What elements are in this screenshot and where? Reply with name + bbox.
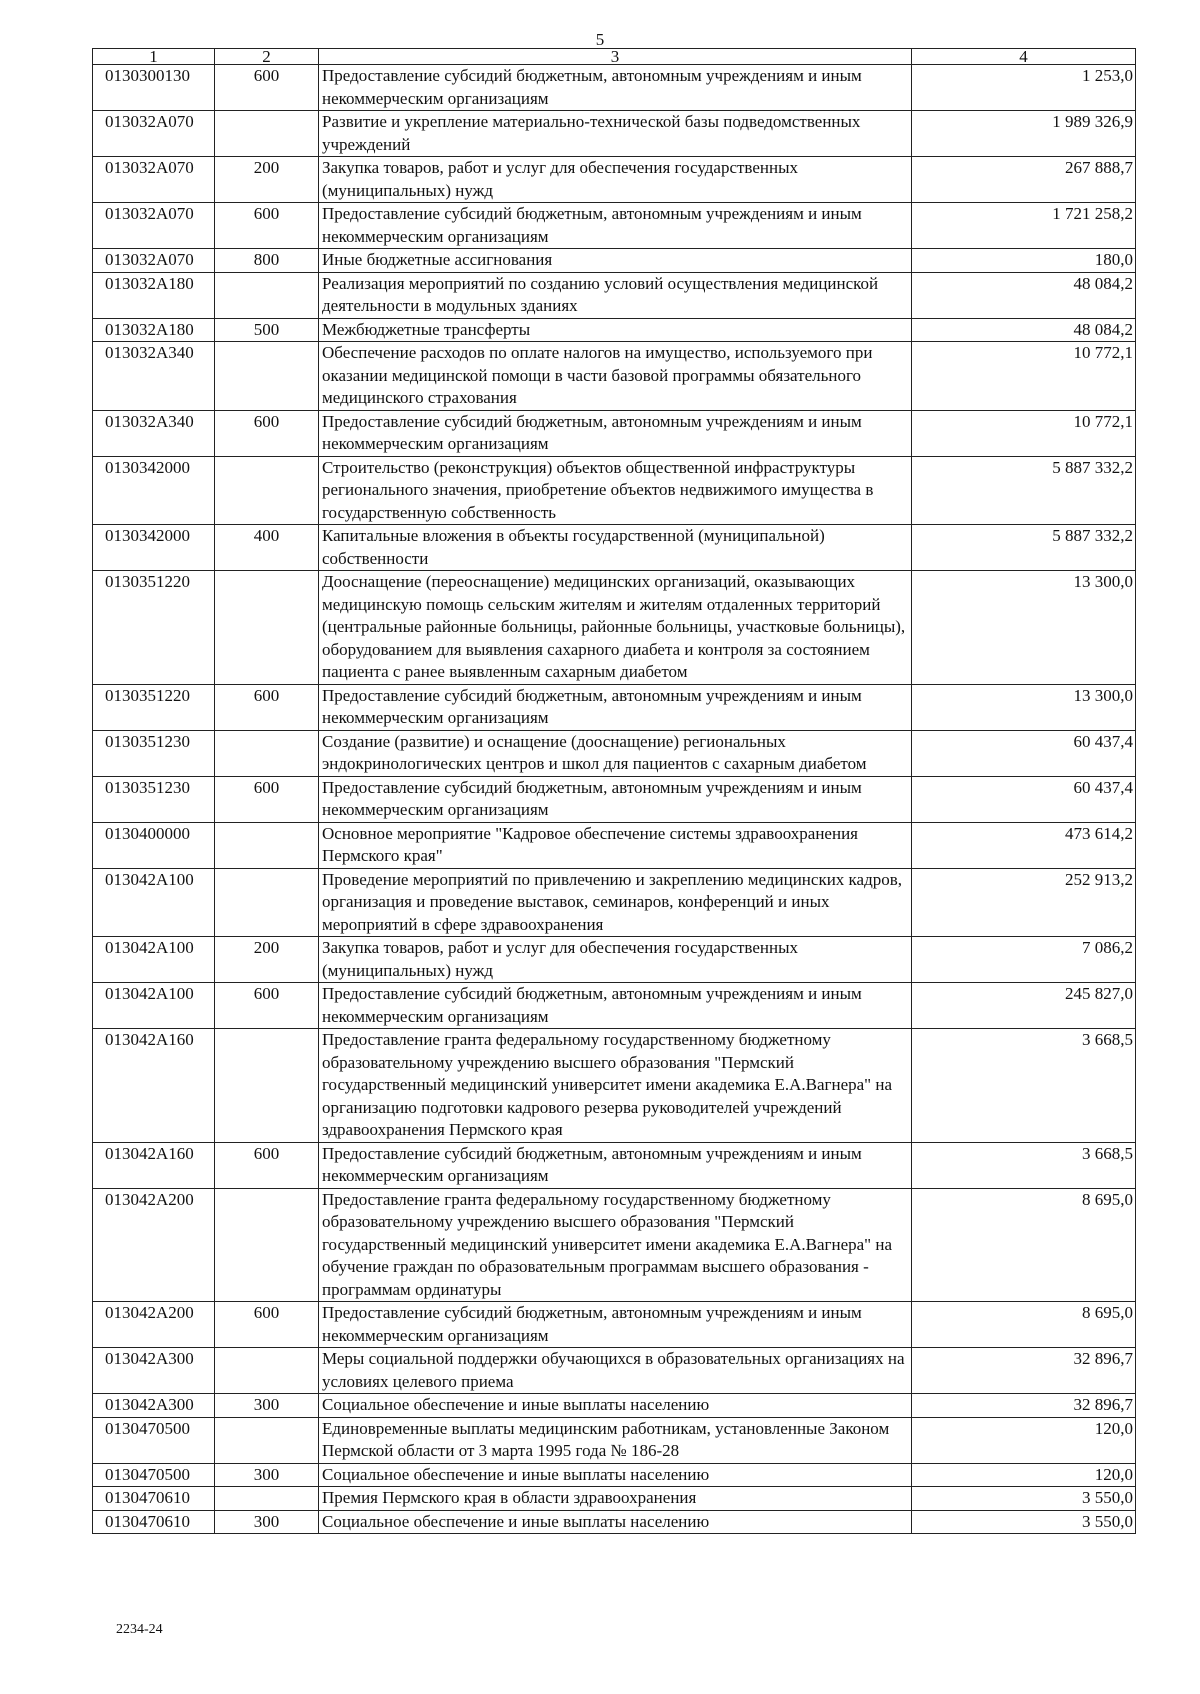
row-code-cell: 0130351220 [93, 571, 215, 685]
row-code-cell: 013032А070 [93, 249, 215, 273]
table-row [93, 776, 1136, 822]
row-description-cell: Социальное обеспечение и иные выплаты населению [319, 1394, 912, 1418]
table-row [93, 525, 1136, 571]
row-amount-cell: 1 253,0 [912, 65, 1136, 111]
row-expense-type-cell: 400 [215, 525, 319, 571]
table-row [93, 342, 1136, 411]
row-expense-type-cell: 200 [215, 157, 319, 203]
row-amount-cell: 473 614,2 [912, 822, 1136, 868]
table-row [93, 868, 1136, 937]
row-amount-cell: 245 827,0 [912, 983, 1136, 1029]
row-description-cell: Предоставление субсидий бюджетным, автономным учреждениям и иным некоммерческим организациям [319, 983, 912, 1029]
budget-table-container [92, 48, 1135, 1534]
table-row [93, 249, 1136, 273]
row-description-cell: Предоставление субсидий бюджетным, автономным учреждениям и иным некоммерческим организациям [319, 410, 912, 456]
row-amount-cell: 7 086,2 [912, 937, 1136, 983]
row-expense-type-cell: 300 [215, 1394, 319, 1418]
row-description-cell: Создание (развитие) и оснащение (дооснащение) региональных эндокринологических центров и школ для пациентов с сахарным диабетом [319, 730, 912, 776]
row-expense-type-cell [215, 822, 319, 868]
row-code-cell: 0130470500 [93, 1463, 215, 1487]
row-expense-type-cell [215, 1417, 319, 1463]
row-code-cell: 0130300130 [93, 65, 215, 111]
row-amount-cell: 3 668,5 [912, 1142, 1136, 1188]
table-row [93, 1394, 1136, 1418]
row-description-cell: Меры социальной поддержки обучающихся в образовательных организациях на условиях целевого приема [319, 1348, 912, 1394]
row-code-cell: 013042А100 [93, 868, 215, 937]
row-expense-type-cell: 300 [215, 1510, 319, 1534]
row-description-cell: Закупка товаров, работ и услуг для обеспечения государственных (муниципальных) нужд [319, 937, 912, 983]
row-amount-cell: 180,0 [912, 249, 1136, 273]
table-row [93, 937, 1136, 983]
row-description-cell: Строительство (реконструкция) объектов общественной инфраструктуры регионального значения, приобретение объектов недвижимого имущества в государственную собственность [319, 456, 912, 525]
row-code-cell: 013042А300 [93, 1394, 215, 1418]
row-expense-type-cell: 600 [215, 65, 319, 111]
table-row [93, 1487, 1136, 1511]
row-expense-type-cell: 600 [215, 410, 319, 456]
row-expense-type-cell [215, 1487, 319, 1511]
table-row [93, 1463, 1136, 1487]
row-amount-cell: 48 084,2 [912, 272, 1136, 318]
row-expense-type-cell: 600 [215, 983, 319, 1029]
row-code-cell: 013032А180 [93, 272, 215, 318]
row-description-cell: Предоставление субсидий бюджетным, автономным учреждениям и иным некоммерческим организациям [319, 65, 912, 111]
row-description-cell: Закупка товаров, работ и услуг для обеспечения государственных (муниципальных) нужд [319, 157, 912, 203]
row-amount-cell: 3 668,5 [912, 1029, 1136, 1143]
row-code-cell: 0130351220 [93, 684, 215, 730]
row-description-cell: Премия Пермского края в области здравоохранения [319, 1487, 912, 1511]
header-col-4: 4 [912, 49, 1136, 65]
row-code-cell: 013042А160 [93, 1142, 215, 1188]
row-expense-type-cell: 600 [215, 203, 319, 249]
table-row [93, 1302, 1136, 1348]
table-row [93, 111, 1136, 157]
row-code-cell: 0130470610 [93, 1510, 215, 1534]
row-description-cell: Капитальные вложения в объекты государственной (муниципальной) собственности [319, 525, 912, 571]
row-expense-type-cell [215, 571, 319, 685]
header-col-2: 2 [215, 49, 319, 65]
table-row [93, 1029, 1136, 1143]
table-row [93, 822, 1136, 868]
row-expense-type-cell [215, 1348, 319, 1394]
row-expense-type-cell: 800 [215, 249, 319, 273]
row-expense-type-cell [215, 111, 319, 157]
row-amount-cell: 5 887 332,2 [912, 525, 1136, 571]
row-code-cell: 0130470500 [93, 1417, 215, 1463]
row-expense-type-cell: 600 [215, 684, 319, 730]
table-row [93, 983, 1136, 1029]
budget-table [92, 48, 1136, 1534]
row-amount-cell: 10 772,1 [912, 342, 1136, 411]
row-code-cell: 013032А180 [93, 318, 215, 342]
row-code-cell: 0130400000 [93, 822, 215, 868]
row-description-cell: Межбюджетные трансферты [319, 318, 912, 342]
page-number: 5 [595, 30, 605, 49]
document-footer-code: 2234-24 [116, 1622, 163, 1637]
row-amount-cell: 60 437,4 [912, 776, 1136, 822]
row-amount-cell: 10 772,1 [912, 410, 1136, 456]
row-amount-cell: 13 300,0 [912, 684, 1136, 730]
row-description-cell: Предоставление субсидий бюджетным, автономным учреждениям и иным некоммерческим организациям [319, 684, 912, 730]
row-code-cell: 013042А200 [93, 1188, 215, 1302]
row-expense-type-cell [215, 1029, 319, 1143]
row-description-cell: Предоставление субсидий бюджетным, автономным учреждениям и иным некоммерческим организациям [319, 776, 912, 822]
row-expense-type-cell [215, 868, 319, 937]
row-code-cell: 013042А300 [93, 1348, 215, 1394]
table-row [93, 571, 1136, 685]
row-code-cell: 0130351230 [93, 776, 215, 822]
row-amount-cell: 120,0 [912, 1463, 1136, 1487]
header-col-3: 3 [319, 49, 912, 65]
row-code-cell: 013032А070 [93, 111, 215, 157]
row-expense-type-cell: 600 [215, 1142, 319, 1188]
table-row [93, 730, 1136, 776]
table-row [93, 1348, 1136, 1394]
row-amount-cell: 48 084,2 [912, 318, 1136, 342]
row-code-cell: 013042А100 [93, 937, 215, 983]
row-amount-cell: 5 887 332,2 [912, 456, 1136, 525]
row-amount-cell: 267 888,7 [912, 157, 1136, 203]
row-description-cell: Предоставление гранта федеральному государственному бюджетному образовательному учреждению высшего образования "Пермский государственный медицинский университет имени академика Е.А.Вагнера" на организацию подготовки кадрового резерва руководителей учреждений здравоохранения Пермского края [319, 1029, 912, 1143]
table-row [93, 65, 1136, 111]
row-description-cell: Проведение мероприятий по привлечению и закреплению медицинских кадров, организация и проведение выставок, семинаров, конференций и иных мероприятий в сфере здравоохранения [319, 868, 912, 937]
row-description-cell: Предоставление субсидий бюджетным, автономным учреждениям и иным некоммерческим организациям [319, 1302, 912, 1348]
table-row [93, 318, 1136, 342]
table-body [93, 65, 1136, 1534]
row-amount-cell: 32 896,7 [912, 1348, 1136, 1394]
row-expense-type-cell: 300 [215, 1463, 319, 1487]
row-code-cell: 0130342000 [93, 525, 215, 571]
table-row [93, 1510, 1136, 1534]
row-expense-type-cell [215, 342, 319, 411]
row-expense-type-cell [215, 730, 319, 776]
row-expense-type-cell [215, 272, 319, 318]
row-expense-type-cell: 200 [215, 937, 319, 983]
row-code-cell: 013042А160 [93, 1029, 215, 1143]
row-description-cell: Дооснащение (переоснащение) медицинских организаций, оказывающих медицинскую помощь сельским жителям и жителям отдаленных территорий (центральные районные больницы, районные больницы, участковые больницы), оборудованием для выявления сахарного диабета и контроля за состоянием пациента с ранее выявленным сахарным диабетом [319, 571, 912, 685]
table-header-row [93, 49, 1136, 65]
row-description-cell: Иные бюджетные ассигнования [319, 249, 912, 273]
row-description-cell: Реализация мероприятий по созданию условий осуществления медицинской деятельности в модульных зданиях [319, 272, 912, 318]
row-description-cell: Предоставление субсидий бюджетным, автономным учреждениям и иным некоммерческим организациям [319, 1142, 912, 1188]
table-row [93, 272, 1136, 318]
row-description-cell: Обеспечение расходов по оплате налогов на имущество, используемого при оказании медицинской помощи в части базовой программы обязательного медицинского страхования [319, 342, 912, 411]
row-code-cell: 013042А200 [93, 1302, 215, 1348]
row-description-cell: Основное мероприятие "Кадровое обеспечение системы здравоохранения Пермского края" [319, 822, 912, 868]
row-description-cell: Социальное обеспечение и иные выплаты населению [319, 1463, 912, 1487]
row-expense-type-cell: 600 [215, 1302, 319, 1348]
row-expense-type-cell [215, 456, 319, 525]
row-expense-type-cell: 600 [215, 776, 319, 822]
row-expense-type-cell: 500 [215, 318, 319, 342]
row-amount-cell: 3 550,0 [912, 1487, 1136, 1511]
table-row [93, 203, 1136, 249]
row-description-cell: Единовременные выплаты медицинским работникам, установленные Законом Пермской области от 3 марта 1995 года № 186-28 [319, 1417, 912, 1463]
row-code-cell: 0130342000 [93, 456, 215, 525]
table-row [93, 684, 1136, 730]
row-description-cell: Предоставление субсидий бюджетным, автономным учреждениям и иным некоммерческим организациям [319, 203, 912, 249]
row-amount-cell: 13 300,0 [912, 571, 1136, 685]
row-expense-type-cell [215, 1188, 319, 1302]
row-code-cell: 013032А340 [93, 410, 215, 456]
table-row [93, 1188, 1136, 1302]
row-amount-cell: 8 695,0 [912, 1188, 1136, 1302]
table-row [93, 157, 1136, 203]
table-row [93, 1142, 1136, 1188]
row-amount-cell: 1 989 326,9 [912, 111, 1136, 157]
row-description-cell: Предоставление гранта федеральному государственному бюджетному образовательному учреждению высшего образования "Пермский государственный медицинский университет имени академика Е.А.Вагнера" на обучение граждан по образовательным программам высшего образования - программам ординатуры [319, 1188, 912, 1302]
row-amount-cell: 32 896,7 [912, 1394, 1136, 1418]
row-code-cell: 013032А070 [93, 203, 215, 249]
row-amount-cell: 3 550,0 [912, 1510, 1136, 1534]
row-amount-cell: 120,0 [912, 1417, 1136, 1463]
row-amount-cell: 60 437,4 [912, 730, 1136, 776]
row-amount-cell: 252 913,2 [912, 868, 1136, 937]
table-row [93, 456, 1136, 525]
row-code-cell: 0130470610 [93, 1487, 215, 1511]
row-code-cell: 013032А070 [93, 157, 215, 203]
row-description-cell: Социальное обеспечение и иные выплаты населению [319, 1510, 912, 1534]
row-amount-cell: 1 721 258,2 [912, 203, 1136, 249]
table-row [93, 1417, 1136, 1463]
row-description-cell: Развитие и укрепление материально-технической базы подведомственных учреждений [319, 111, 912, 157]
table-row [93, 410, 1136, 456]
row-code-cell: 013032А340 [93, 342, 215, 411]
row-code-cell: 0130351230 [93, 730, 215, 776]
header-col-1: 1 [93, 49, 215, 65]
row-code-cell: 013042А100 [93, 983, 215, 1029]
row-amount-cell: 8 695,0 [912, 1302, 1136, 1348]
